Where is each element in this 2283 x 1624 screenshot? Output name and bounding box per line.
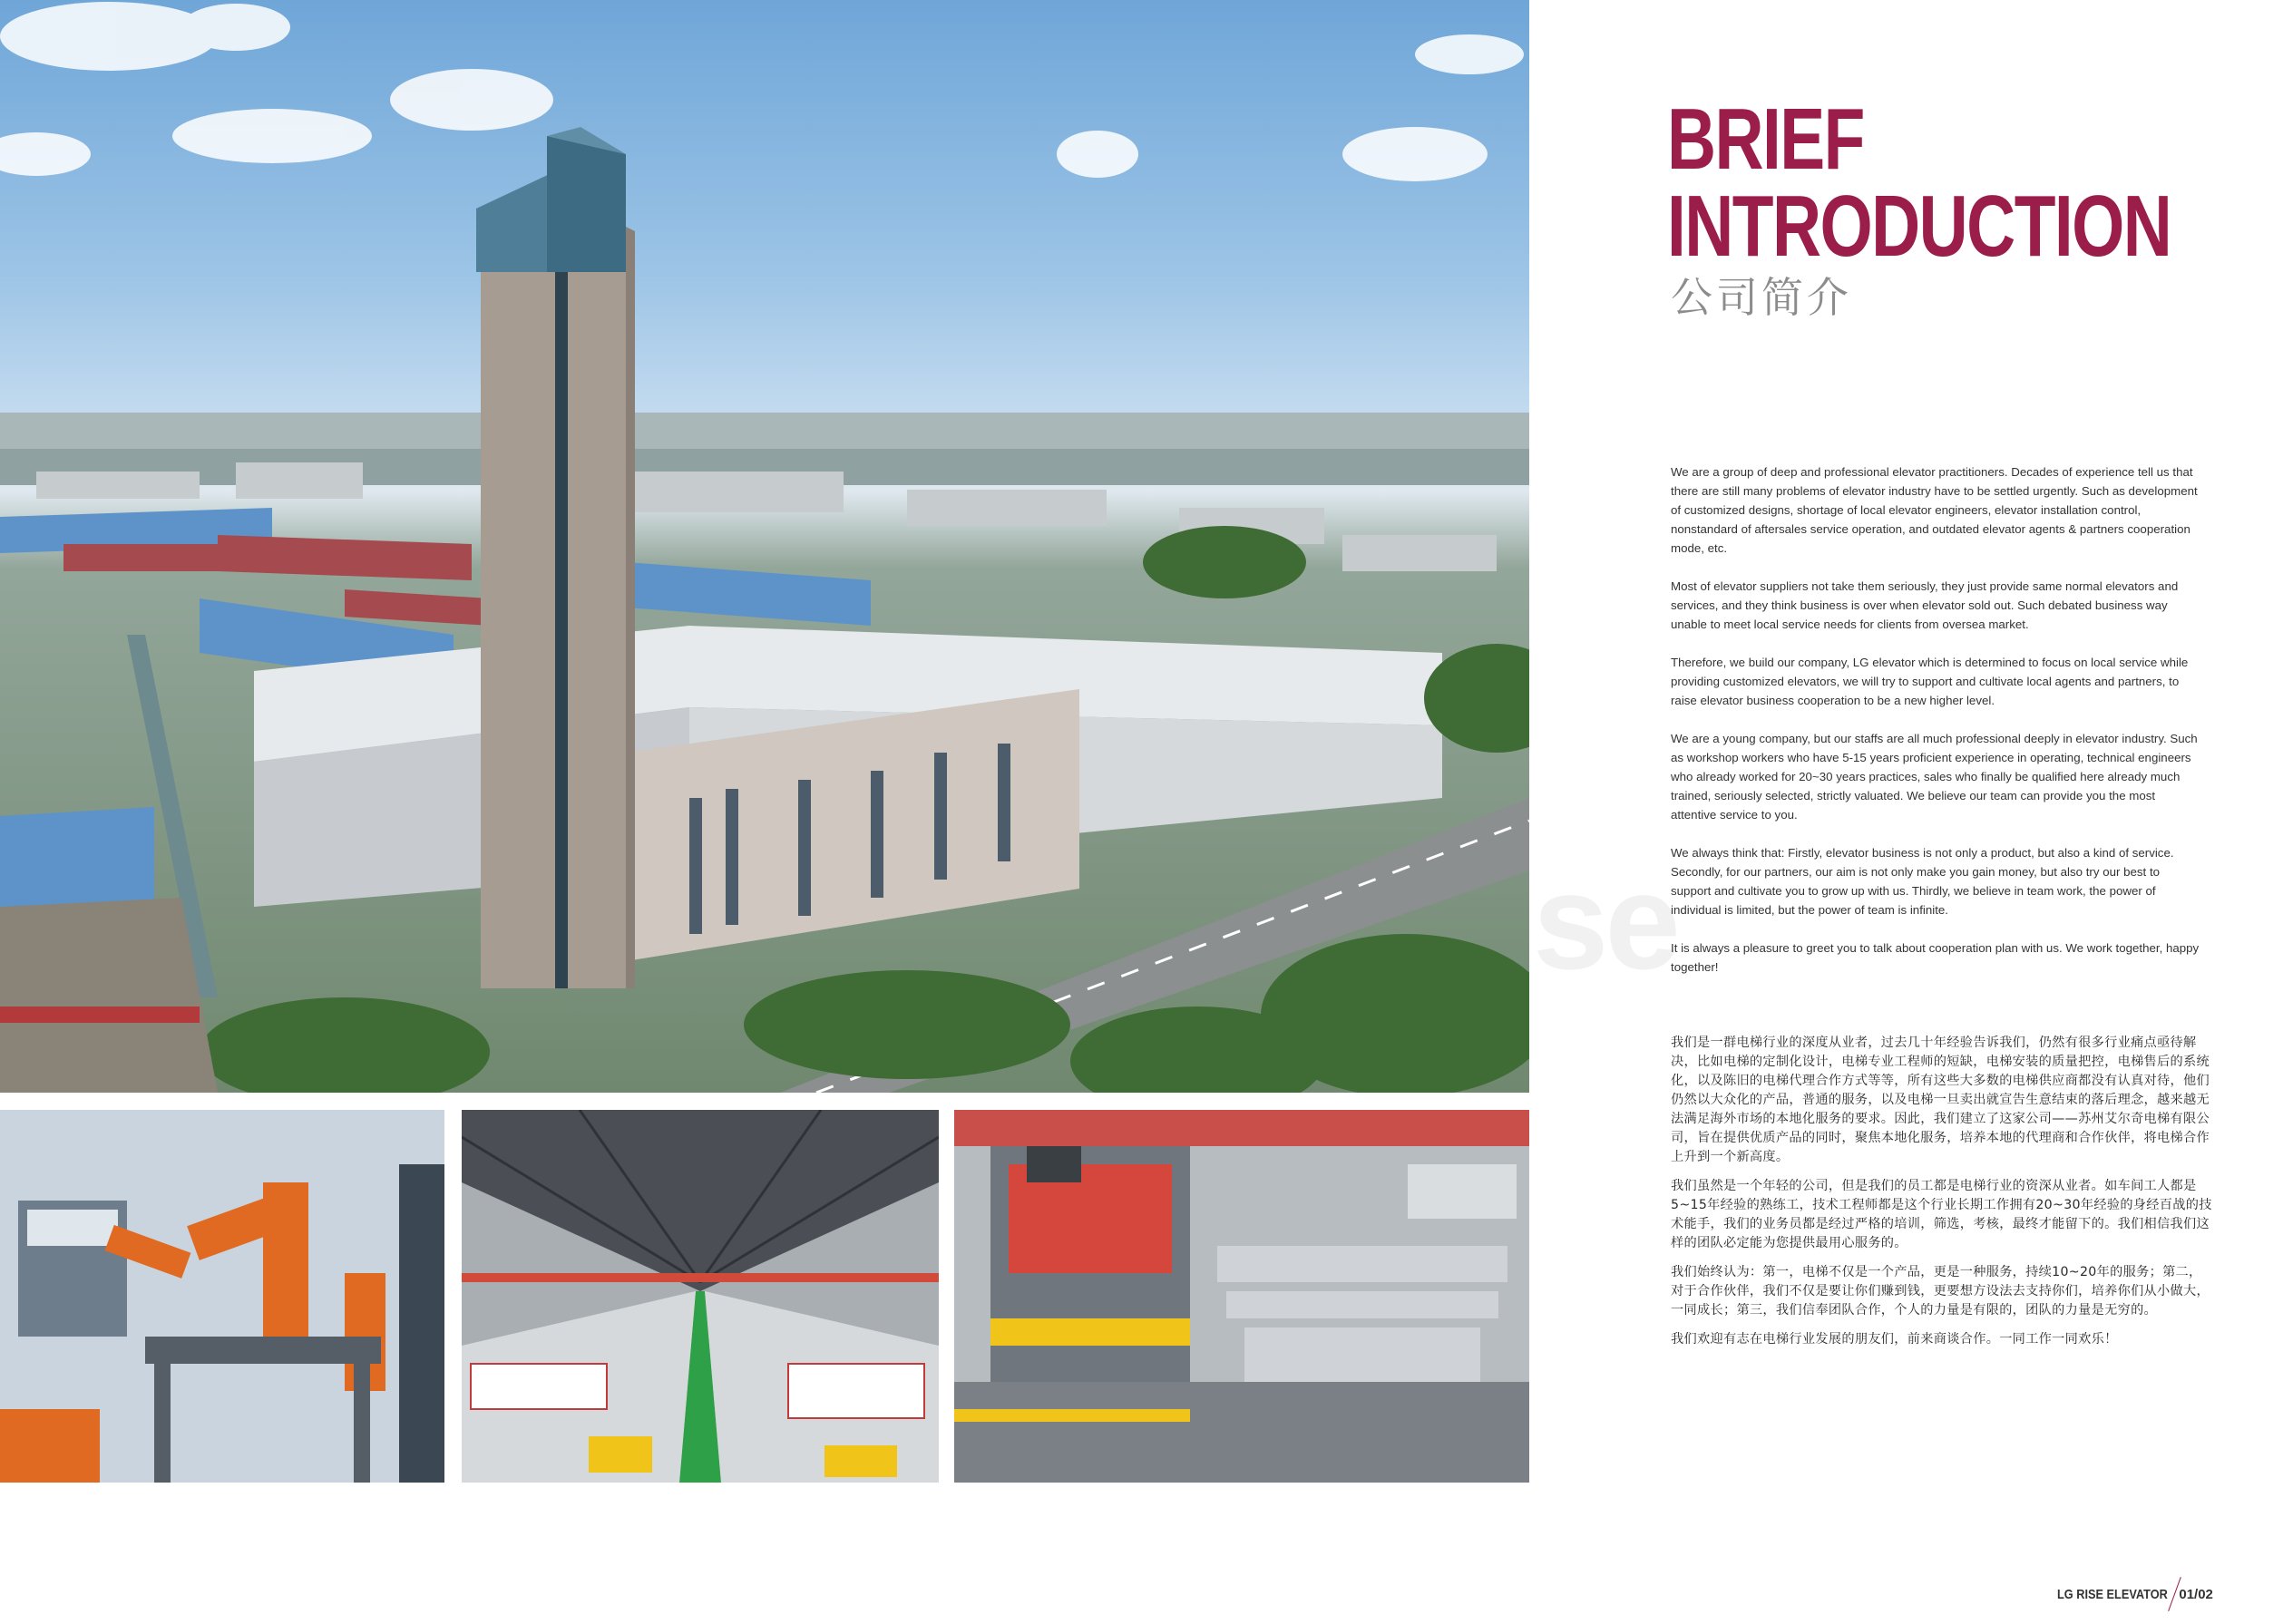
english-paragraph: It is always a pleasure to greet you to talk about cooperation plan with us. We work together, happy together! [1671, 941, 2200, 974]
chinese-paragraph: 我们是一群电梯行业的深度从业者，过去几十年经验告诉我们，仍然有很多行业痛点亟待解决，比如电梯的定制化设计，电梯专业工程师的短缺，电梯安装的质量把控，电梯售后的系统化，以及陈旧的电梯代理合作方式等等，所有这些大多数的电梯供应商都没有认真对待，他们仍然以大众化的产品，普通的服务，以及电梯一旦卖出就宣告生意结束的落后理念，越来越无法满足海外市场的本地化服务的要求。因此，我们建立了这家公司——苏州艾尔奇电梯有限公司，旨在提供优质产品的同时，聚焦本地化服务，培养本地的代理商和合作伙伴，将电梯合作上升到一个新高度。 [1671, 1036, 2210, 1164]
page-number: 01/02 [2179, 1586, 2213, 1602]
footer-brand: LG RISE ELEVATOR [2057, 1586, 2168, 1602]
workshop-photo [462, 1110, 939, 1483]
english-paragraph: We always think that: Firstly, elevator business is not only a product, but also a kind of service. Secondly, for our partners, our aim is not only make you gain money, but also try our best to support and cultivate you to grow up with us. Thirdly, we believe in team work, the power of individual is limited, but the power of team is infinite. [1671, 846, 2174, 917]
english-paragraph: Most of elevator suppliers not take them seriously, they just provide same normal elevators and services, and they think business is over when elevator sold out. Such debated business way unable to meet local service needs for clients from oversea market. [1671, 579, 2179, 631]
watermark-text: se [1533, 845, 1677, 997]
chinese-paragraph: 我们虽然是一个年轻的公司，但是我们的员工都是电梯行业的资深从业者。如车间工人都是5~15年经验的熟练工，技术工程师都是这个行业长期工作拥有20~30年经验的身经百战的技术能手，我们的业务员都是经过严格的培训，筛选，考核，最终才能留下的。我们相信我们这样的团队必定能为您提供最用心服务的。 [1671, 1179, 2212, 1250]
page-footer [2057, 1576, 2213, 1612]
english-paragraph: Therefore, we build our company, LG elevator which is determined to focus on local service while providing customized elevators, we will try to support and cultivate local agents and partners, to raise elevator business cooperation to be a new higher level. [1671, 656, 2189, 707]
english-paragraph: We are a group of deep and professional elevator practitioners. Decades of experience tell us that there are still many problems of elevator industry have to be settled urgently. Such as development of customized designs, shortage of local elevator engineers, elevator installation control, nonstandard of aftersales service operation, and outdated elevator agents & partners cooperation mode, etc. [1671, 465, 2198, 555]
chinese-body-text [1671, 1034, 2215, 1359]
factory-aerial-photo [0, 0, 1529, 1093]
english-paragraph: We are a young company, but our staffs are all much professional deeply in elevator industry. Such as workshop workers who have 5-15 years proficient experience in operating, technical engineers who already worked for 20~30 years practices, sales who finally be qualified here already much trained, seriously selected, strictly valuated. We believe our team can provide you the most attentive service to you. [1671, 732, 2198, 822]
title-line-2: INTRODUCTION [1667, 178, 2171, 275]
robot-arm-photo [0, 1110, 444, 1483]
press-machine-illustration [954, 1110, 1529, 1483]
title-line-1: BRIEF [1667, 91, 1864, 188]
chinese-paragraph: 我们始终认为：第一，电梯不仅是一个产品，更是一种服务，持续10~20年的服务；第二，对于合作伙伴，我们不仅是要让你们赚到钱，更要想方设法去支持你们，培养你们从小做大，一同成长；第三，我们信奉团队合作，个人的力量是有限的，团队的力量是无穷的。 [1671, 1265, 2210, 1318]
robot-arm-illustration [0, 1110, 444, 1483]
factory-aerial-illustration [0, 0, 1529, 1093]
page-title [1667, 91, 2171, 275]
chinese-paragraph: 我们欢迎有志在电梯行业发展的朋友们，前来商谈合作。一同工作一同欢乐！ [1671, 1332, 2118, 1347]
english-body-text [1671, 462, 2200, 996]
press-machine-photo [954, 1110, 1529, 1483]
workshop-illustration [462, 1110, 939, 1483]
page-subtitle-chinese: 公司简介 [1671, 273, 1852, 322]
